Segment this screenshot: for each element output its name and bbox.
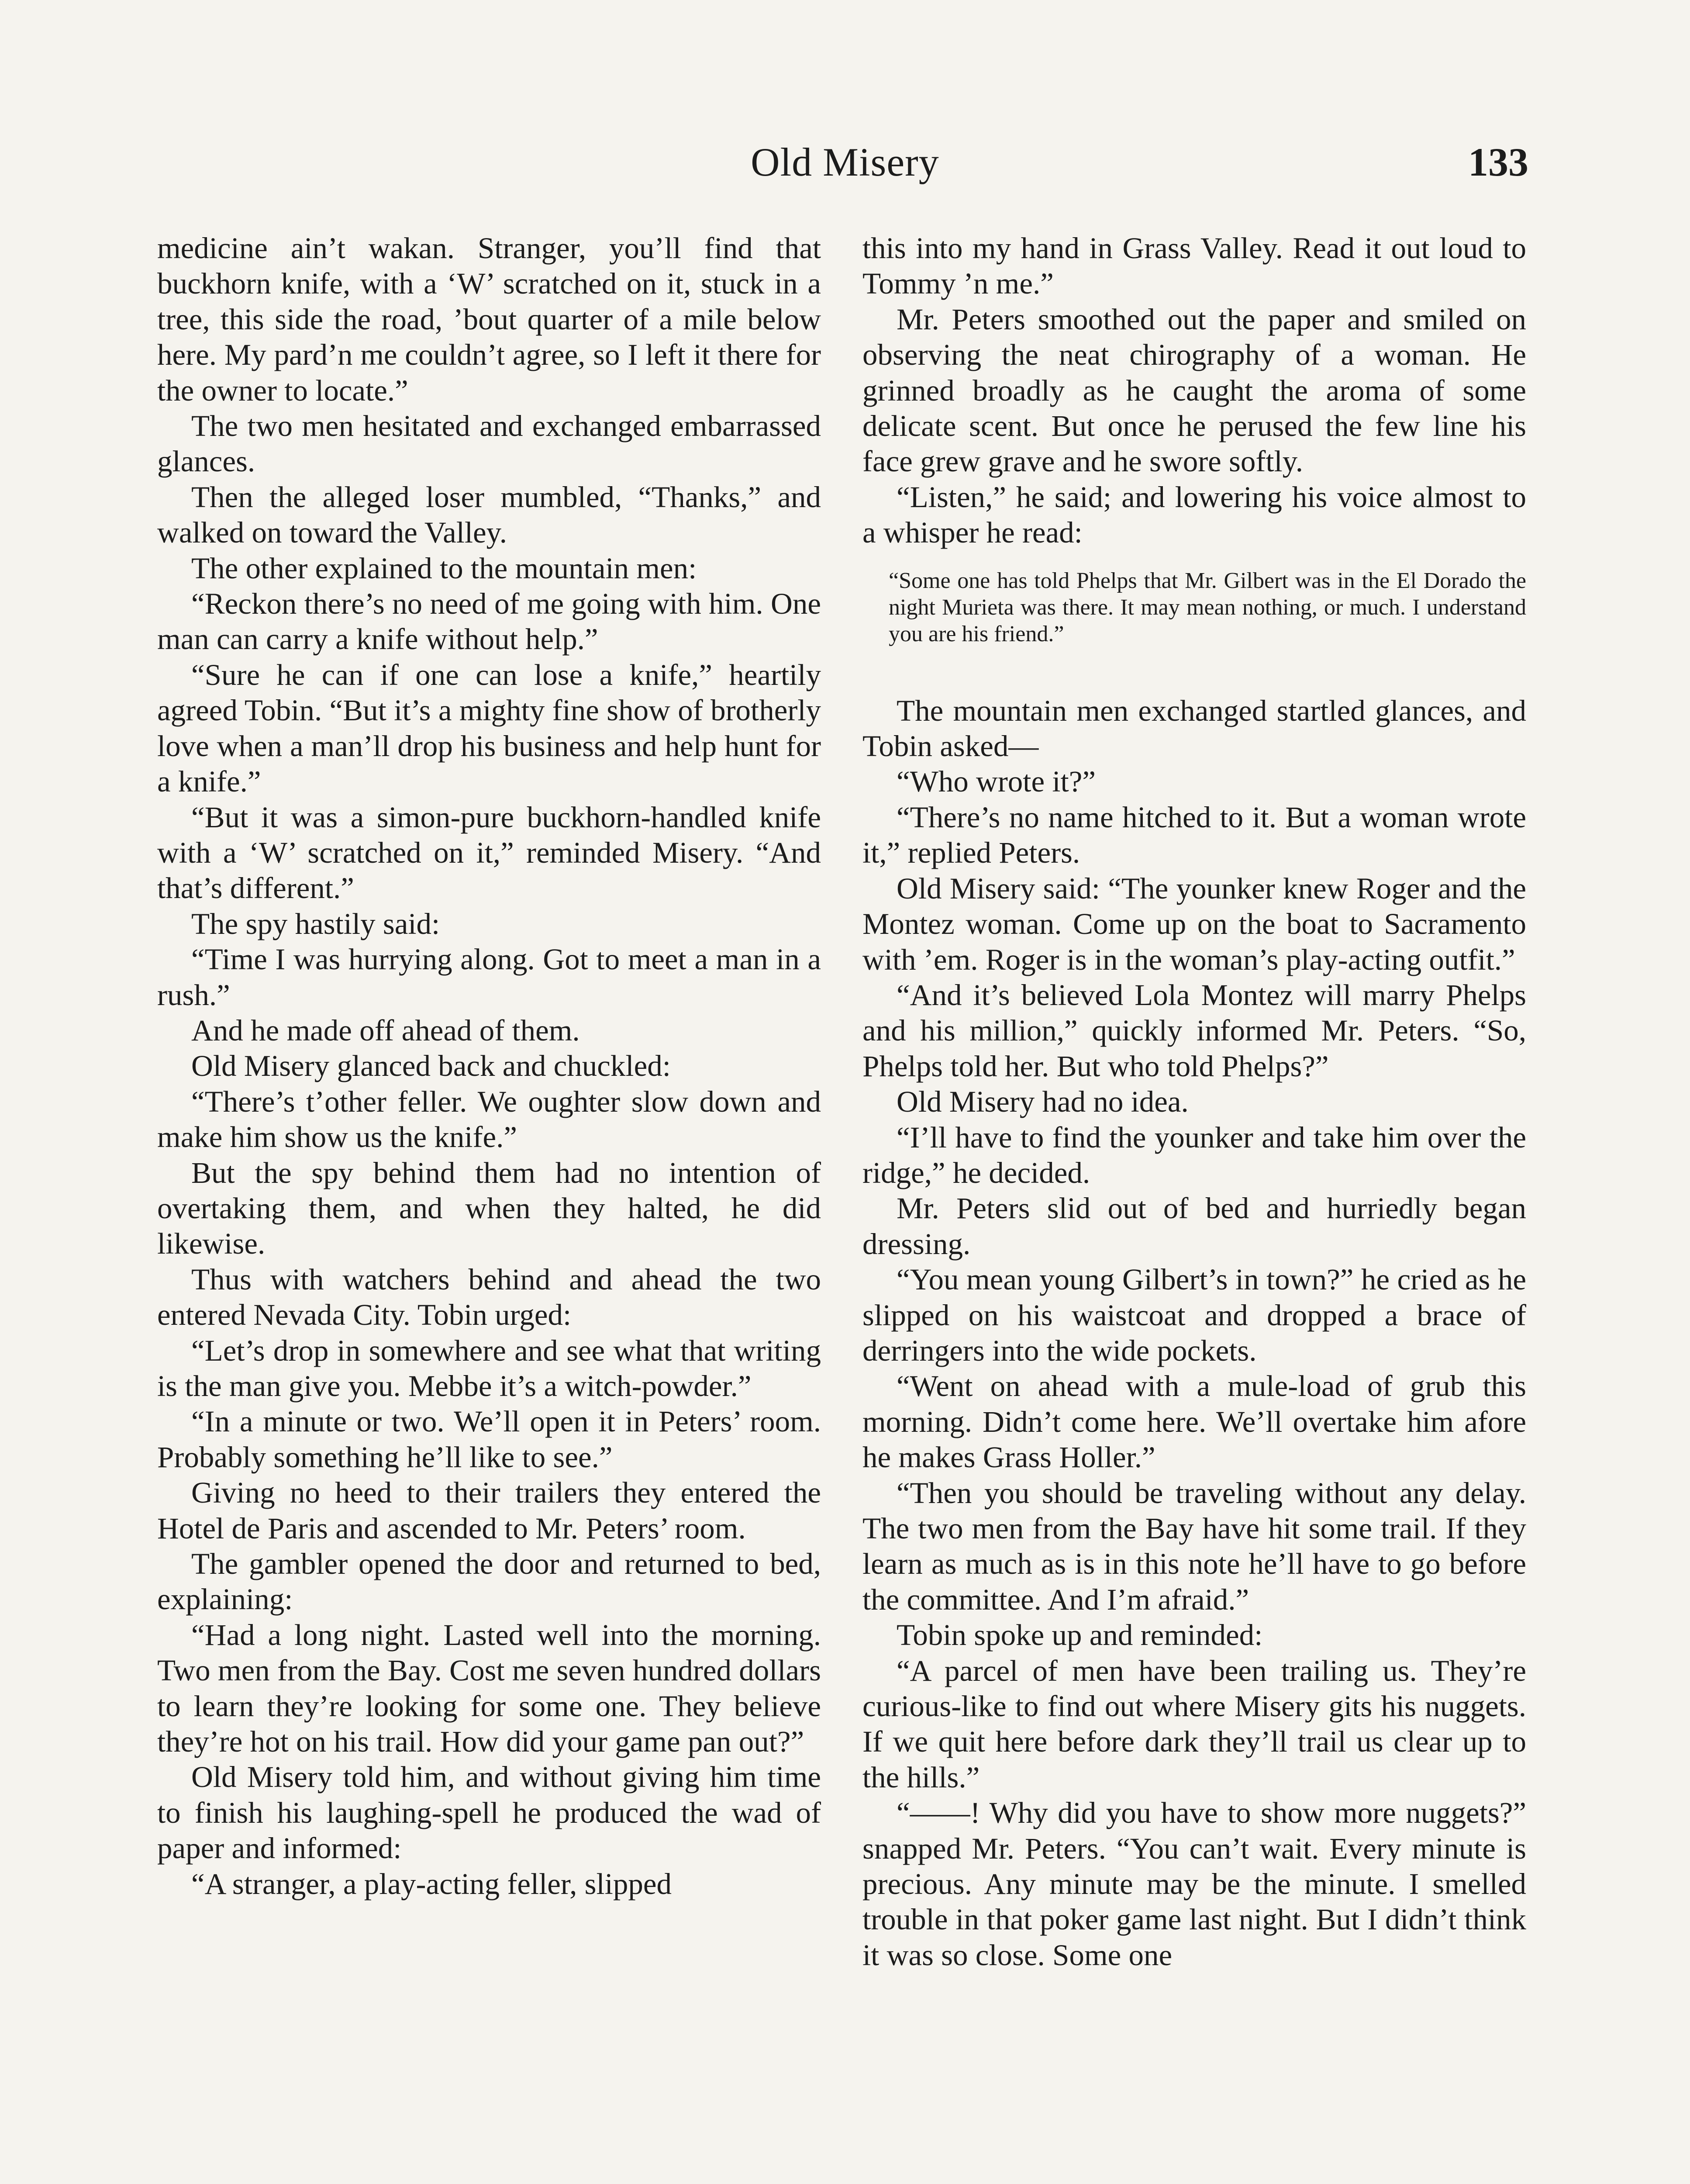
page-header: [0, 139, 1690, 196]
paragraph: “Listen,” he said; and lowering his voice almost to a whisper he read:: [862, 480, 1526, 549]
paragraph: “And it’s believed Lola Montez will marry Phelps and his million,” quickly informed Mr. Peters. “So, Phelps told her. But who told Phelps?”: [862, 978, 1526, 1083]
page-number: 133: [1468, 140, 1528, 184]
right-column: [862, 231, 1526, 1973]
paragraph: Giving no heed to their trailers they entered the Hotel de Paris and ascended to Mr. Peters’ room.: [157, 1476, 821, 1545]
running-title: Old Misery: [751, 140, 939, 184]
paragraph: But the spy behind them had no intention of overtaking them, and when they halted, he did likewise.: [157, 1156, 821, 1261]
paragraph: Tobin spoke up and reminded:: [897, 1618, 1263, 1652]
paragraph: “Reckon there’s no need of me going with him. One man can carry a knife without help.”: [157, 587, 821, 656]
paragraph: “Let’s drop in somewhere and see what that writing is the man give you. Mebbe it’s a witch-powder.”: [157, 1334, 821, 1403]
paragraph: Mr. Peters smoothed out the paper and smiled on observing the neat chirography of a woman. He grinned broadly as he caught the aroma of some delicate scent. But once he perused the few line his face grew grave and he swore softly.: [862, 302, 1526, 478]
paragraph: “A parcel of men have been trailing us. They’re curious-like to find out where Misery gits his nuggets. If we quit here before dark they’ll trail us clear up to the hills.”: [862, 1654, 1526, 1794]
paragraph: “Who wrote it?”: [897, 765, 1096, 798]
paragraph: Old Misery had no idea.: [897, 1085, 1189, 1119]
paragraph: The spy hastily said:: [191, 907, 440, 940]
paragraph: Then the alleged loser mumbled, “Thanks,” and walked on toward the Valley.: [157, 480, 821, 549]
paragraph: “Then you should be traveling without any delay. The two men from the Bay have hit some trail. If they learn as much as is in this note he’ll have to go before the committee. And I’m afraid.”: [862, 1476, 1526, 1616]
paragraph: “You mean young Gilbert’s in town?” he cried as he slipped on his waistcoat and dropped a brace of derringers into the wide pockets.: [862, 1263, 1526, 1367]
paragraph: “Had a long night. Lasted well into the morning. Two men from the Bay. Cost me seven hundred dollars to learn they’re looking for some one. They believe they’re hot on his trail. How did your game pan out?”: [157, 1618, 821, 1759]
paragraph: “Sure he can if one can lose a knife,” heartily agreed Tobin. “But it’s a mighty fine show of brotherly love when a man’ll drop his business and help hunt for a knife.”: [157, 658, 821, 798]
paragraph: Mr. Peters slid out of bed and hurriedly began dressing.: [862, 1192, 1526, 1261]
paragraph: “There’s no name hitched to it. But a woman wrote it,” replied Peters.: [862, 800, 1526, 870]
paragraph: “Went on ahead with a mule-load of grub this morning. Didn’t come here. We’ll overtake him afore he makes Grass Holler.”: [862, 1369, 1526, 1474]
paragraph: And he made off ahead of them.: [191, 1013, 580, 1047]
paragraph: Old Misery glanced back and chuckled:: [191, 1049, 671, 1083]
paragraph: “Time I was hurrying along. Got to meet a man in a rush.”: [157, 943, 821, 1012]
paragraph: this into my hand in Grass Valley. Read it out loud to Tommy ’n me.”: [862, 232, 1526, 301]
paragraph: Old Misery said: “The younker knew Roger and the Montez woman. Come up on the boat to Sacramento with ’em. Roger is in the woman’s play-acting outfit.”: [862, 871, 1526, 976]
quoted-note: “Some one has told Phelps that Mr. Gilbert was in the El Dorado the night Murieta was there. It may mean nothing, or much. I understand you are his friend.”: [889, 568, 1526, 646]
paragraph: “There’s t’other feller. We oughter slow down and make him show us the knife.”: [157, 1085, 821, 1154]
paragraph: Thus with watchers behind and ahead the two entered Nevada City. Tobin urged:: [157, 1262, 821, 1332]
left-column: [157, 231, 821, 1902]
paragraph: The other explained to the mountain men:: [191, 551, 697, 585]
paragraph: “But it was a simon-pure buckhorn-handled knife with a ‘W’ scratched on it,” reminded Misery. “And that’s different.”: [157, 800, 821, 905]
paragraph: medicine ain’t wakan. Stranger, you’ll find that buckhorn knife, with a ‘W’ scratched on it, stuck in a tree, this side the road, ’bout quarter of a mile below here. My pard’n me couldn’t agree, so I left it there for the owner to locate.”: [157, 232, 821, 407]
paragraph: “——! Why did you have to show more nuggets?” snapped Mr. Peters. “You can’t wait. Every minute is precious. Any minute may be the minute. I smelled trouble in that poker game last night. But I didn’t think it was so close. Some one: [862, 1796, 1526, 1972]
paragraph: “I’ll have to find the younker and take him over the ridge,” he decided.: [862, 1120, 1526, 1189]
paragraph: “A stranger, a play-acting feller, slipped: [191, 1867, 672, 1901]
paragraph: “In a minute or two. We’ll open it in Peters’ room. Probably something he’ll like to see.”: [157, 1405, 821, 1474]
paragraph: The gambler opened the door and returned to bed, explaining:: [157, 1547, 821, 1616]
paragraph: Old Misery told him, and without giving him time to finish his laughing-spell he produced the wad of paper and informed:: [157, 1760, 821, 1865]
paragraph: The mountain men exchanged startled glances, and Tobin asked—: [862, 694, 1526, 763]
paragraph: The two men hesitated and exchanged embarrassed glances.: [157, 409, 821, 478]
